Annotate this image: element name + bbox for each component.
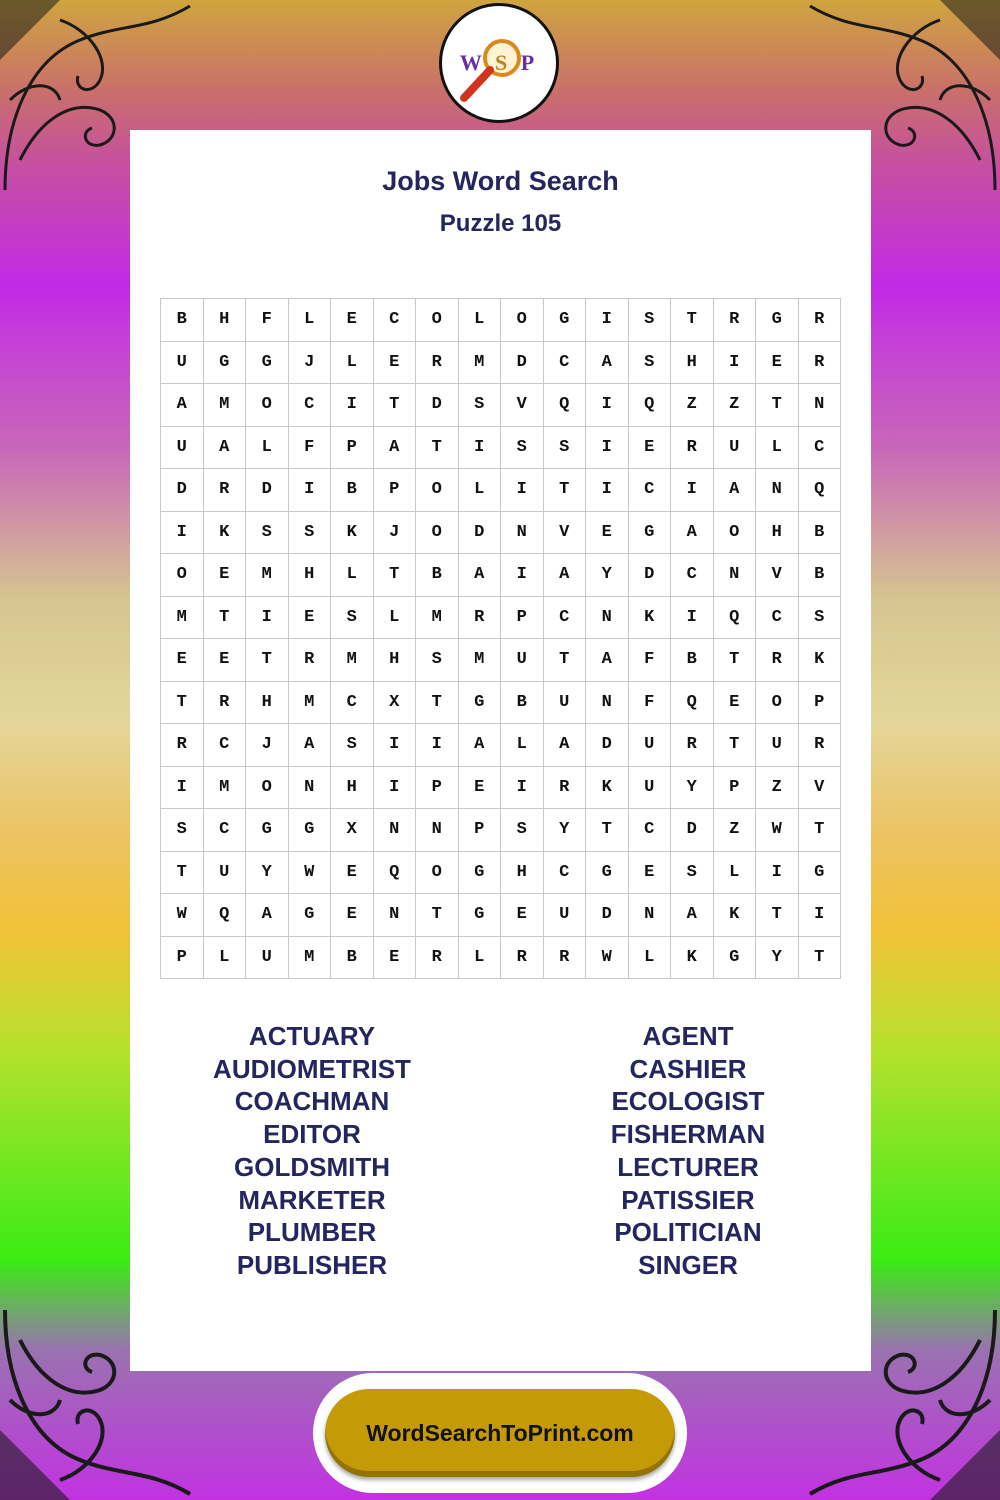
grid-cell[interactable]: P [799,682,842,725]
grid-cell[interactable]: I [459,427,502,470]
grid-cell[interactable]: H [289,554,332,597]
grid-cell[interactable]: M [161,597,204,640]
grid-cell[interactable]: T [246,639,289,682]
grid-cell[interactable]: I [289,469,332,512]
grid-cell[interactable]: U [714,427,757,470]
grid-cell[interactable]: A [459,724,502,767]
grid-cell[interactable]: P [501,597,544,640]
word-list-item: POLITICIAN [614,1217,762,1248]
word-list-item: CASHIER [629,1053,747,1084]
grid-cell[interactable]: E [331,852,374,895]
grid-cell[interactable]: N [799,384,842,427]
grid-cell[interactable]: S [246,512,289,555]
grid-cell[interactable]: A [714,469,757,512]
word-list-item: PATISSIER [621,1184,755,1215]
grid-cell[interactable]: A [544,554,587,597]
grid-cell[interactable]: D [501,342,544,385]
grid-cell[interactable]: H [756,512,799,555]
grid-cell[interactable]: G [586,852,629,895]
grid-cell[interactable]: H [671,342,714,385]
grid-cell[interactable]: M [289,937,332,980]
grid-cell[interactable]: I [671,469,714,512]
grid-cell[interactable]: T [374,554,417,597]
grid-cell[interactable]: Z [714,809,757,852]
grid-cell[interactable]: G [246,342,289,385]
grid-cell[interactable]: O [416,852,459,895]
grid-cell[interactable]: D [586,724,629,767]
grid-cell[interactable]: S [331,724,374,767]
grid-cell[interactable]: R [671,724,714,767]
grid-cell[interactable]: P [416,767,459,810]
grid-cell[interactable]: S [629,342,672,385]
grid-cell[interactable]: A [544,724,587,767]
grid-cell[interactable]: Y [756,937,799,980]
grid-cell[interactable]: E [161,639,204,682]
grid-cell[interactable]: S [331,597,374,640]
grid-cell[interactable]: D [161,469,204,512]
grid-cell[interactable]: W [586,937,629,980]
grid-cell[interactable]: W [161,894,204,937]
grid-cell[interactable]: Y [586,554,629,597]
grid-cell[interactable]: N [586,597,629,640]
grid-cell[interactable]: N [416,809,459,852]
grid-cell[interactable]: S [501,427,544,470]
word-list-item: MARKETER [238,1184,386,1215]
grid-cell[interactable]: S [799,597,842,640]
grid-cell[interactable]: H [374,639,417,682]
puzzle-sheet [130,130,871,1371]
page-title: Jobs Word Search [382,166,619,196]
grid-cell[interactable]: A [204,427,247,470]
word-list-item: PUBLISHER [236,1249,388,1280]
grid-cell[interactable]: Q [374,852,417,895]
grid-cell[interactable]: K [714,894,757,937]
grid-cell[interactable]: X [331,809,374,852]
grid-cell[interactable]: Q [544,384,587,427]
grid-cell[interactable]: T [756,384,799,427]
grid-cell[interactable]: G [756,299,799,342]
grid-cell[interactable]: R [756,639,799,682]
grid-cell[interactable]: I [331,384,374,427]
logo-letter-s: S [494,50,512,75]
grid-cell[interactable]: M [246,554,289,597]
grid-cell[interactable]: O [246,384,289,427]
grid-cell[interactable]: T [161,682,204,725]
grid-cell[interactable]: P [161,937,204,980]
grid-cell[interactable]: S [671,852,714,895]
grid-cell[interactable]: R [289,639,332,682]
grid-cell[interactable]: E [459,767,502,810]
grid-cell[interactable]: D [459,512,502,555]
grid-cell[interactable]: C [331,682,374,725]
grid-cell[interactable]: T [374,384,417,427]
grid-cell[interactable]: G [246,809,289,852]
grid-cell[interactable]: Q [714,597,757,640]
grid-cell[interactable]: L [459,937,502,980]
grid-cell[interactable]: Q [204,894,247,937]
grid-cell[interactable]: B [671,639,714,682]
grid-cell[interactable]: A [289,724,332,767]
grid-cell[interactable]: K [799,639,842,682]
grid-cell[interactable]: C [671,554,714,597]
grid-cell[interactable]: H [331,767,374,810]
grid-cell[interactable]: P [331,427,374,470]
grid-cell[interactable]: L [756,427,799,470]
grid-cell[interactable]: L [331,554,374,597]
grid-cell[interactable]: O [501,299,544,342]
grid-cell[interactable]: I [586,427,629,470]
word-list-item: LECTURER [617,1151,759,1182]
grid-cell[interactable]: O [416,512,459,555]
grid-cell[interactable]: A [374,427,417,470]
grid-cell[interactable]: E [331,299,374,342]
grid-cell[interactable]: I [714,342,757,385]
grid-cell[interactable]: P [714,767,757,810]
grid-cell[interactable]: M [459,342,502,385]
grid-cell[interactable]: T [714,639,757,682]
grid-cell[interactable]: O [246,767,289,810]
grid-cell[interactable]: U [204,852,247,895]
grid-cell[interactable]: C [799,427,842,470]
grid-cell[interactable]: U [756,724,799,767]
grid-cell[interactable]: M [289,682,332,725]
grid-cell[interactable]: U [629,724,672,767]
grid-cell[interactable]: M [331,639,374,682]
word-list-item: EDITOR [263,1119,361,1150]
grid-cell[interactable]: W [756,809,799,852]
grid-cell[interactable]: A [586,639,629,682]
grid-cell[interactable]: S [416,639,459,682]
grid-cell[interactable]: B [501,682,544,725]
word-list-item: ECOLOGIST [611,1086,765,1117]
grid-cell[interactable]: C [374,299,417,342]
grid-cell[interactable]: S [544,427,587,470]
word-list-item: AUDIOMETRIST [213,1053,411,1084]
grid-cell[interactable]: U [629,767,672,810]
grid-cell[interactable]: T [544,469,587,512]
grid-cell[interactable]: B [331,469,374,512]
grid-cell[interactable]: G [629,512,672,555]
grid-cell[interactable]: I [756,852,799,895]
grid-cell[interactable]: I [416,724,459,767]
grid-cell[interactable]: I [799,894,842,937]
grid-cell[interactable]: C [544,852,587,895]
grid-cell[interactable]: H [501,852,544,895]
grid-cell[interactable]: G [289,894,332,937]
grid-cell[interactable]: R [799,299,842,342]
grid-cell[interactable]: T [416,682,459,725]
grid-cell[interactable]: O [714,512,757,555]
grid-cell[interactable]: V [799,767,842,810]
grid-cell[interactable]: E [289,597,332,640]
grid-cell[interactable]: I [586,299,629,342]
grid-cell[interactable]: L [459,469,502,512]
grid-cell[interactable]: D [416,384,459,427]
grid-cell[interactable]: J [374,512,417,555]
word-list-item: SINGER [638,1249,738,1280]
grid-cell[interactable]: U [544,682,587,725]
grid-cell[interactable]: G [714,937,757,980]
grid-cell[interactable]: O [416,469,459,512]
grid-cell[interactable]: L [204,937,247,980]
grid-cell[interactable]: V [501,384,544,427]
grid-cell[interactable]: T [161,852,204,895]
grid-cell[interactable]: L [289,299,332,342]
grid-cell[interactable]: I [374,767,417,810]
grid-cell[interactable]: M [416,597,459,640]
grid-cell[interactable]: I [161,512,204,555]
grid-cell[interactable]: N [714,554,757,597]
grid-cell[interactable]: T [416,427,459,470]
grid-cell[interactable]: F [629,682,672,725]
grid-cell[interactable]: C [204,724,247,767]
word-list-left [162,1020,462,1282]
grid-cell[interactable]: G [459,894,502,937]
grid-cell[interactable]: T [416,894,459,937]
grid-cell[interactable]: L [501,724,544,767]
word-list-item: AGENT [642,1021,734,1051]
grid-cell[interactable]: S [289,512,332,555]
grid-cell[interactable]: M [204,767,247,810]
grid-cell[interactable]: R [544,937,587,980]
grid-cell[interactable]: A [671,894,714,937]
grid-cell[interactable]: E [629,852,672,895]
grid-cell[interactable]: R [416,342,459,385]
logo-letter-p: P [520,50,539,75]
grid-cell[interactable]: T [756,894,799,937]
grid-cell[interactable]: R [714,299,757,342]
grid-cell[interactable]: Q [799,469,842,512]
grid-cell[interactable]: V [756,554,799,597]
grid-cell[interactable]: G [459,682,502,725]
grid-cell[interactable]: M [459,639,502,682]
grid-cell[interactable]: R [671,427,714,470]
grid-cell[interactable]: O [416,299,459,342]
grid-cell[interactable]: U [544,894,587,937]
grid-cell[interactable]: Z [671,384,714,427]
grid-cell[interactable]: H [204,299,247,342]
grid-cell[interactable]: D [671,809,714,852]
grid-cell[interactable]: I [586,384,629,427]
grid-cell[interactable]: F [246,299,289,342]
grid-cell[interactable]: Q [629,384,672,427]
grid-cell[interactable]: C [544,597,587,640]
grid-cell[interactable]: L [374,597,417,640]
grid-cell[interactable]: V [544,512,587,555]
grid-cell[interactable]: Y [544,809,587,852]
grid-cell[interactable]: N [374,809,417,852]
grid-cell[interactable]: A [246,894,289,937]
grid-cell[interactable]: K [629,597,672,640]
puzzle-number: Puzzle 105 [439,210,562,237]
grid-cell[interactable]: E [756,342,799,385]
grid-cell[interactable]: T [544,639,587,682]
grid-cell[interactable]: A [161,384,204,427]
grid-cell[interactable]: T [586,809,629,852]
grid-cell[interactable]: I [501,554,544,597]
grid-cell[interactable]: R [161,724,204,767]
letter-grid [160,298,841,979]
grid-cell[interactable]: R [416,937,459,980]
grid-cell[interactable]: E [586,512,629,555]
grid-cell[interactable]: E [501,894,544,937]
grid-cell[interactable]: C [629,469,672,512]
grid-cell[interactable]: A [586,342,629,385]
word-list-item: COACHMAN [234,1086,390,1117]
grid-cell[interactable]: E [204,554,247,597]
grid-cell[interactable]: W [289,852,332,895]
grid-cell[interactable]: A [459,554,502,597]
grid-cell[interactable]: I [246,597,289,640]
grid-cell[interactable]: A [671,512,714,555]
grid-cell[interactable]: I [501,469,544,512]
grid-cell[interactable]: K [586,767,629,810]
grid-cell[interactable]: G [204,342,247,385]
grid-cell[interactable]: Y [671,767,714,810]
grid-cell[interactable]: G [544,299,587,342]
grid-cell[interactable]: U [246,937,289,980]
word-list-item: PLUMBER [247,1217,377,1248]
grid-cell[interactable]: L [246,427,289,470]
grid-cell[interactable]: I [586,469,629,512]
grid-cell[interactable]: C [204,809,247,852]
grid-cell[interactable]: U [501,639,544,682]
grid-cell[interactable]: D [586,894,629,937]
grid-cell[interactable]: T [799,809,842,852]
grid-cell[interactable]: Y [246,852,289,895]
grid-cell[interactable]: M [204,384,247,427]
grid-cell[interactable]: Z [714,384,757,427]
grid-cell[interactable]: N [586,682,629,725]
grid-cell[interactable]: X [374,682,417,725]
grid-cell[interactable]: I [374,724,417,767]
grid-cell[interactable]: P [374,469,417,512]
grid-cell[interactable]: H [246,682,289,725]
grid-cell[interactable]: E [374,937,417,980]
word-list-item: GOLDSMITH [234,1151,390,1182]
grid-cell[interactable]: L [714,852,757,895]
grid-cell[interactable]: C [544,342,587,385]
grid-cell[interactable]: G [289,809,332,852]
grid-cell[interactable]: R [544,767,587,810]
grid-cell[interactable]: E [331,894,374,937]
grid-cell[interactable]: J [289,342,332,385]
word-list-item: ACTUARY [248,1021,376,1051]
grid-cell[interactable]: N [756,469,799,512]
grid-cell[interactable]: K [671,937,714,980]
grid-cell[interactable]: E [204,639,247,682]
grid-cell[interactable]: R [799,724,842,767]
grid-cell[interactable]: F [289,427,332,470]
grid-cell[interactable]: I [501,767,544,810]
grid-cell[interactable]: S [629,299,672,342]
grid-cell[interactable]: B [331,937,374,980]
grid-cell[interactable]: L [331,342,374,385]
grid-cell[interactable]: B [161,299,204,342]
grid-cell[interactable]: B [416,554,459,597]
grid-cell[interactable]: T [799,937,842,980]
grid-cell[interactable]: F [629,639,672,682]
grid-cell[interactable]: K [204,512,247,555]
logo-letter-w: W [459,50,486,75]
grid-cell[interactable]: E [629,427,672,470]
grid-cell[interactable]: L [629,937,672,980]
wsp-logo [439,3,559,123]
grid-cell[interactable]: R [799,342,842,385]
grid-cell[interactable]: N [629,894,672,937]
grid-cell[interactable]: R [501,937,544,980]
grid-cell[interactable]: I [161,767,204,810]
grid-cell[interactable]: N [289,767,332,810]
grid-cell[interactable]: E [374,342,417,385]
grid-cell[interactable]: D [629,554,672,597]
grid-cell[interactable]: R [459,597,502,640]
grid-cell[interactable]: B [799,554,842,597]
grid-cell[interactable]: S [501,809,544,852]
grid-cell[interactable]: G [799,852,842,895]
grid-cell[interactable]: T [671,299,714,342]
grid-cell[interactable]: K [331,512,374,555]
grid-cell[interactable]: T [204,597,247,640]
grid-cell[interactable]: B [799,512,842,555]
grid-cell[interactable]: O [756,682,799,725]
grid-cell[interactable]: S [459,384,502,427]
grid-cell[interactable]: R [204,469,247,512]
word-list-item: FISHERMAN [610,1119,766,1150]
grid-cell[interactable]: N [501,512,544,555]
grid-cell[interactable]: C [629,809,672,852]
logo-letters [442,50,556,76]
website-link[interactable]: WordSearchToPrint.com [325,1389,675,1477]
grid-cell[interactable]: S [161,809,204,852]
grid-cell[interactable]: C [756,597,799,640]
grid-cell[interactable]: E [714,682,757,725]
grid-cell[interactable]: L [459,299,502,342]
grid-cell[interactable]: D [246,469,289,512]
grid-cell[interactable]: I [671,597,714,640]
grid-cell[interactable]: U [161,342,204,385]
grid-cell[interactable]: N [374,894,417,937]
grid-cell[interactable]: U [161,427,204,470]
grid-cell[interactable]: G [459,852,502,895]
word-list-right [538,1020,838,1282]
grid-cell[interactable]: Q [671,682,714,725]
footer-badge [313,1373,687,1493]
grid-cell[interactable]: T [714,724,757,767]
grid-cell[interactable]: C [289,384,332,427]
grid-cell[interactable]: Z [756,767,799,810]
grid-cell[interactable]: J [246,724,289,767]
grid-cell[interactable]: O [161,554,204,597]
grid-cell[interactable]: P [459,809,502,852]
grid-cell[interactable]: R [204,682,247,725]
